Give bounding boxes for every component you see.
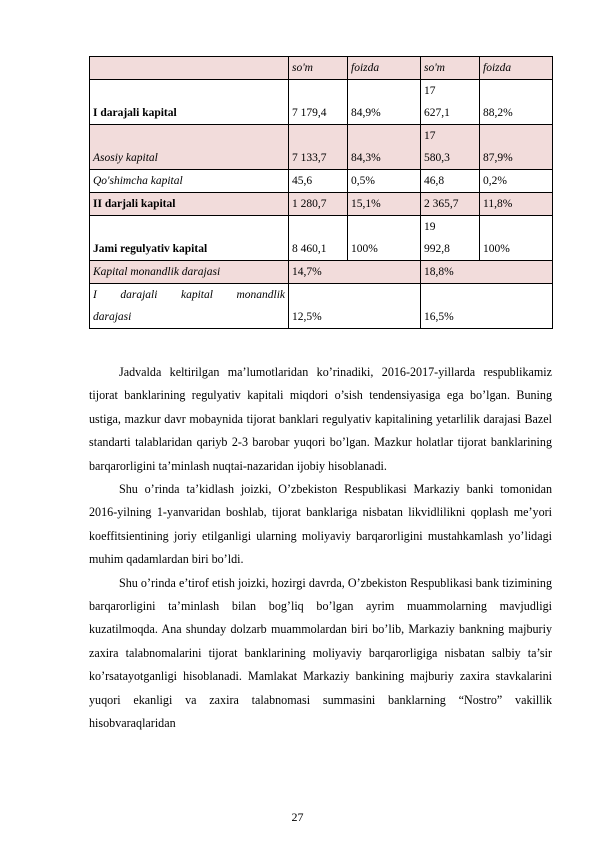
table-cell: 84,9% [348,80,421,125]
row-label: I darajali kapital monandlik darajasi [90,284,289,329]
table-cell: 15,1% [348,193,421,216]
table-cell: 17 627,1 [421,80,480,125]
header-cell: so'm [421,57,480,80]
table-cell: 17 580,3 [421,125,480,170]
paragraph: Jadvalda keltirilgan ma’lumotlaridan ko’rinadiki, 2016-2017-yillarda respublikamiz tijorat banklarining regulyativ kapitali miqdori o’sish tendensiyasiga ega bo’lgan. Buning ustiga, mazkur davr mobaynida tijorat banklari regulyativ kapitalining yetarlilik darajasi Bazel standarti talablaridan qariyb 2-3 barobar yuqori bo’lgan. Mazkur holatlar tijorat banklarining barqarorligini ta’minlash nuqtai-nazaridan ijobiy hisoblanadi. [89,365,552,473]
table-cell: 7 133,7 [289,125,348,170]
table-cell: 84,3% [348,125,421,170]
table-cell: 46,8 [421,170,480,193]
table-cell: 16,5% [421,284,553,329]
table-cell: 0,2% [480,170,553,193]
table-cell: 45,6 [289,170,348,193]
table-cell: 88,2% [480,80,553,125]
table-cell: 11,8% [480,193,553,216]
row-label: Kapital monandlik darajasi [90,261,289,284]
table-cell: 18,8% [421,261,553,284]
row-label: II darjali kapital [90,193,289,216]
header-cell [90,57,289,80]
capital-table [89,56,553,329]
table-cell: 0,5% [348,170,421,193]
table-row [90,216,553,261]
table-cell: 100% [480,216,553,261]
paragraph: Shu o’rinda ta’kidlash joizki, O’zbekiston Respublikasi Markaziy banki tomonidan 2016-yilning 1-yanvaridan boshlab, tijorat banklariga nisbatan likvidlilikni qoplash me’yori koeffitsientining joriy etilganligi ularning moliyaviy barqarorligini mustahkamlash yo’lidagi muhim qadamlardan biri bo’ldi. [89,482,552,567]
table-row [90,170,553,193]
header-cell: foizda [480,57,553,80]
table-cell: 14,7% [289,261,421,284]
row-label: I darajali kapital [90,80,289,125]
table-row [90,193,553,216]
table-cell: 1 280,7 [289,193,348,216]
table-row [90,125,553,170]
table-cell: 87,9% [480,125,553,170]
row-label: Jami regulyativ kapital [90,216,289,261]
table-cell: 19 992,8 [421,216,480,261]
table-row [90,261,553,284]
table-cell: 7 179,4 [289,80,348,125]
row-label: Asosiy kapital [90,125,289,170]
table-cell: 100% [348,216,421,261]
header-cell: so'm [289,57,348,80]
table-cell: 2 365,7 [421,193,480,216]
table-cell: 8 460,1 [289,216,348,261]
row-label: Qo'shimcha kapital [90,170,289,193]
table-header-row [90,57,553,80]
table-cell: 12,5% [289,284,421,329]
table-row [90,284,553,329]
paragraph: Shu o’rinda e’tirof etish joizki, hozirgi davrda, O’zbekiston Respublikasi bank tizimining barqarorligini ta’minlash bilan bog’liq bo’lgan ayrim muammolarning mavjudligi kuzatilmoqda. Ana shunday dolzarb muammolardan biri bo’lib, Markaziy bankning majburiy zaxira talabnomalarini tijorat banklarining moliyaviy barqarorligiga nisbatan salbiy ta’sir ko’rsatayotganligi hisoblanadi. Mamlakat Markaziy bankining majburiy zaxira stavkalarini yuqori ekanligi va zaxira talabnomasi summasini banklarning “Nostro” vakillik hisobvaraqlaridan [89,575,552,731]
table-row [90,80,553,125]
body-text [89,361,552,736]
header-cell: foizda [348,57,421,80]
page-number: 27 [291,810,304,824]
